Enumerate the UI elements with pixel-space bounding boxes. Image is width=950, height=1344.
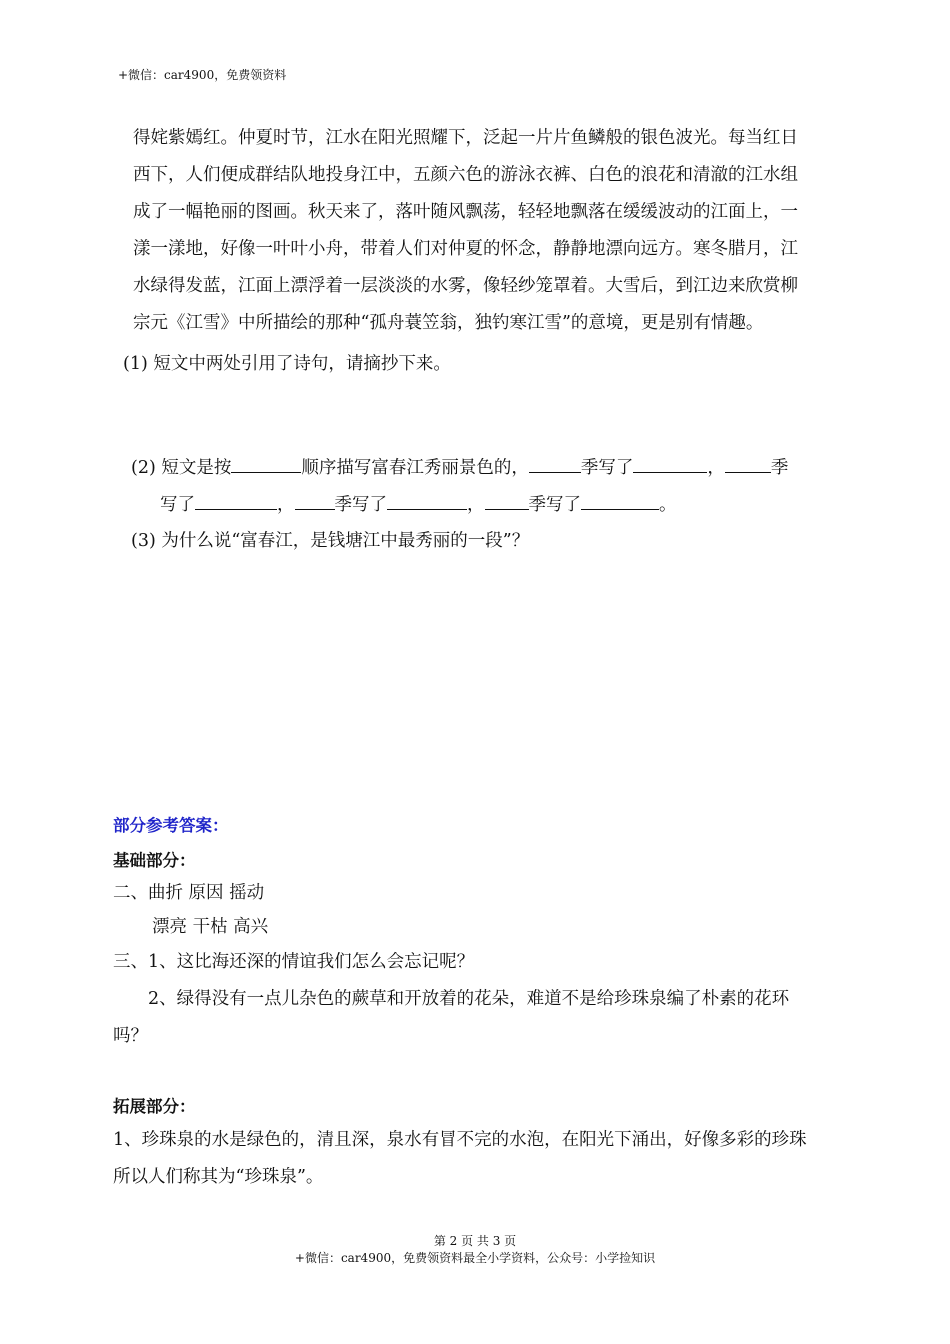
passage-line: 成了一幅艳丽的图画。秋天来了，落叶随风飘荡，轻轻地飘落在缓缓波动的江面上，一 [133, 202, 798, 222]
answer-line: 漂亮 干枯 高兴 [152, 917, 269, 937]
passage-line: 漾一漾地，好像一叶叶小舟，带着人们对仲夏的怀念，静静地漂向远方。寒冬腊月，江 [133, 239, 798, 259]
header-watermark: +微信：car4900，免费领资料 [118, 68, 287, 82]
question-2-text: ， [277, 495, 295, 515]
footer-watermark: +微信：car4900，免费领资料最全小学资料，公众号：小学捡知识 [294, 1251, 656, 1265]
answer-blank[interactable] [633, 455, 707, 474]
answer-blank[interactable] [485, 492, 529, 511]
question-2-text: 季写了 [528, 495, 581, 515]
passage-line: 宗元《江雪》中所描绘的那种“孤舟蓑笠翁，独钓寒江雪”的意境，更是别有情趣。 [133, 313, 764, 333]
answer-blank[interactable] [529, 455, 581, 474]
passage [133, 120, 843, 342]
question-2-text: ， [707, 458, 725, 478]
question-2-text: (2) 短文是按 [131, 458, 232, 478]
page-number: 第 2 页 共 3 页 [433, 1234, 517, 1248]
answer-blank[interactable] [295, 492, 335, 511]
basic-heading: 基础部分： [113, 851, 196, 870]
extension-heading: 拓展部分： [113, 1097, 196, 1116]
question-2-text: 季 [770, 458, 789, 478]
answer-line: 二、曲折 原因 摇动 [113, 883, 265, 903]
answers-title: 部分参考答案： [113, 816, 229, 835]
question-2-line-1 [131, 454, 788, 479]
answer-line: 1、珍珠泉的水是绿色的，清且深，泉水有冒不完的水泡，在阳光下涌出，好像多彩的珍珠 [113, 1130, 807, 1150]
question-1: (1) 短文中两处引用了诗句，请摘抄下来。 [123, 354, 451, 374]
answer-blank[interactable] [387, 492, 467, 511]
question-3: (3) 为什么说“富春江，是钱塘江中最秀丽的一段”？ [131, 531, 530, 551]
question-2-line-2 [160, 491, 677, 516]
answer-blank[interactable] [725, 455, 771, 474]
answer-blank[interactable] [581, 492, 659, 511]
question-2-text: 顺序描写富春江秀丽景色的， [301, 458, 529, 478]
answer-line: 三、1、这比海还深的情谊我们怎么会忘记呢？ [113, 952, 475, 972]
question-2-text: 。 [659, 495, 677, 515]
answer-line: 所以人们称其为“珍珠泉”。 [113, 1167, 324, 1187]
question-2-text: 季写了 [580, 458, 634, 478]
passage-line: 水绿得发蓝，江面上漂浮着一层淡淡的水雾，像轻纱笼罩着。大雪后，到江边来欣赏柳 [133, 276, 798, 296]
passage-line: 得姹紫嫣红。仲夏时节，江水在阳光照耀下，泛起一片片鱼鳞般的银色波光。每当红日 [133, 128, 798, 148]
question-2-text: 写了 [160, 495, 195, 515]
answer-line: 吗？ [113, 1026, 148, 1046]
question-2-text: ， [467, 495, 485, 515]
answer-blank[interactable] [231, 455, 301, 474]
answer-blank[interactable] [195, 492, 277, 511]
passage-line: 西下，人们便成群结队地投身江中，五颜六色的游泳衣裤、白色的浪花和清澈的江水组 [133, 165, 798, 185]
answer-line: 2、绿得没有一点儿杂色的蕨草和开放着的花朵，难道不是给珍珠泉编了朴素的花环 [148, 989, 790, 1009]
question-2-text: 季写了 [334, 495, 387, 515]
